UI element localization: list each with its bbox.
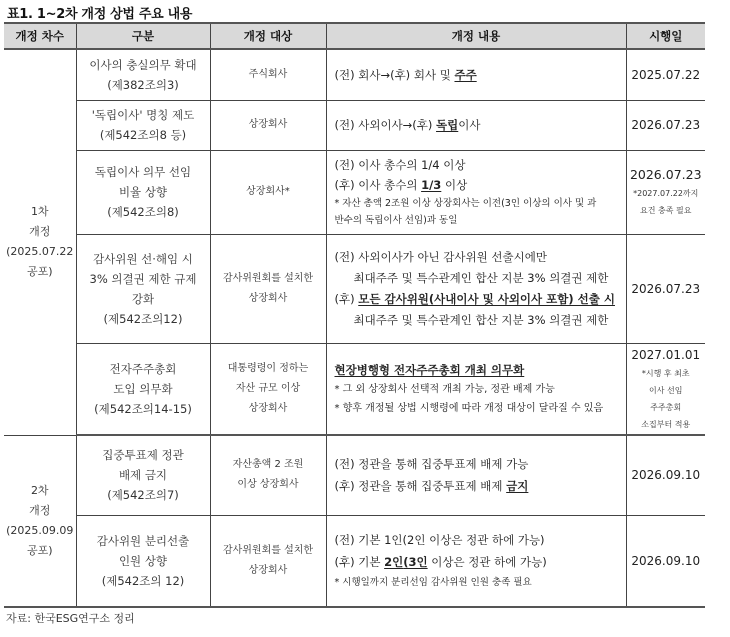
content-line: 최대주주 및 특수관계인 합산 지분 3% 의결권 제한 <box>353 312 609 327</box>
target-text: 감사위원회를 설치한 <box>222 272 314 284</box>
category-cell <box>76 435 210 515</box>
target-cell <box>210 49 326 100</box>
category-text: 비율 상향 <box>118 185 168 199</box>
date-note: 주주총회 <box>650 402 682 412</box>
date-text: 2027.01.01 <box>631 347 701 362</box>
category-article: (제542조의8 등) <box>99 128 187 142</box>
stage-label: 개정 <box>29 503 51 517</box>
content-note: * 시행일까지 분리선임 감사위원 인원 충족 필요 <box>334 576 532 588</box>
category-text: 감사위원 분리선출 <box>96 533 190 548</box>
emphasis-text: 금지 <box>506 479 529 494</box>
target-cell <box>210 515 326 607</box>
stage-date: (2025.09.09 <box>6 523 74 537</box>
target-text: 대통령령이 정하는 <box>227 362 309 374</box>
date-cell: 2026.07.23 <box>626 100 705 150</box>
content-cell <box>326 150 626 234</box>
header-date: 시행일 <box>626 23 705 49</box>
category-text: 배제 금지 <box>118 468 168 483</box>
date-cell: 2026.09.10 <box>626 515 705 607</box>
target-text: 자산 규모 이상 <box>235 382 301 394</box>
emphasis-text: 1/3 <box>421 178 442 192</box>
category-cell <box>76 234 210 343</box>
content-line: (전) 회사→(후) 회사 및 주주 <box>334 67 477 82</box>
stage-cell-2nd <box>4 435 76 607</box>
date-cell: 2026.09.10 <box>626 435 705 515</box>
target-text: 상장회사 <box>248 119 288 130</box>
category-article: (제542조의 12) <box>101 573 185 588</box>
content-cell <box>326 100 626 150</box>
category-cell <box>76 343 210 435</box>
target-text: 상장회사* <box>246 186 290 197</box>
target-cell <box>210 100 326 150</box>
date-note: *2027.07.22까지 <box>633 189 699 198</box>
date-note: 소집부터 적용 <box>641 419 691 429</box>
category-cell <box>76 49 210 100</box>
target-text: 상장회사 <box>248 564 288 576</box>
category-cell <box>76 100 210 150</box>
header-content: 개정 내용 <box>326 23 626 49</box>
target-text: 감사위원회를 설치한 <box>222 544 314 556</box>
table-row <box>4 343 705 435</box>
category-text: 감사위원 선·해임 시 <box>93 251 193 266</box>
date-cell: 2025.07.22 <box>626 49 705 100</box>
category-text: 이사의 충실의무 확대 <box>89 57 197 72</box>
target-text: 이상 상장회사 <box>237 479 299 491</box>
stage-label: 2차 <box>30 483 49 497</box>
table-row <box>4 49 705 100</box>
content-cell <box>326 435 626 515</box>
target-text: 자산총액 2 조원 <box>232 459 304 471</box>
content-line: (후) 모든 감사위원(사내이사 및 사외이사 포함) 선출 시 <box>334 291 615 306</box>
emphasis-text: 독립 <box>436 118 459 132</box>
amendment-table <box>4 22 705 608</box>
content-line: (후) 이사 총수의 1/3 이상 <box>334 178 468 192</box>
category-text: 독립이사 의무 선임 <box>94 165 192 179</box>
table-row <box>4 515 705 607</box>
content-note: * 향후 개정될 상법 시행령에 따라 개정 대상이 달라질 수 있음 <box>334 402 604 414</box>
table-row <box>4 234 705 343</box>
date-cell: 2026.07.23 <box>626 234 705 343</box>
target-text: 상장회사 <box>248 402 288 414</box>
content-note: 반수의 독립이사 선임)과 동일 <box>334 215 458 226</box>
table-row <box>4 150 705 234</box>
target-cell <box>210 234 326 343</box>
content-note: * 그 외 상장회사 선택적 개최 가능, 정관 배제 가능 <box>334 383 555 395</box>
content-line: (전) 정관을 통해 집중투표제 배제 가능 <box>334 457 529 472</box>
target-text: 주식회사 <box>248 68 288 80</box>
emphasis-text: 모든 감사위원(사내이사 및 사외이사 포함) 선출 시 <box>358 291 615 306</box>
stage-label: 개정 <box>29 225 51 239</box>
header-category: 구분 <box>76 23 210 49</box>
content-line: (전) 이사 총수의 1/4 이상 <box>334 158 466 172</box>
date-cell <box>626 150 705 234</box>
stage-cell-1st <box>4 49 76 435</box>
target-cell <box>210 150 326 234</box>
category-text: 3% 의결권 제한 규제 <box>89 271 197 286</box>
date-note: 이사 선임 <box>649 385 683 395</box>
date-note: 요건 충족 필요 <box>640 206 692 215</box>
source-note: 자료: 한국ESG연구소 정리 <box>6 612 135 625</box>
target-cell <box>210 343 326 435</box>
category-text: '독립이사' 명칭 제도 <box>91 108 195 122</box>
emphasis-text: 현장병행형 전자주주총회 개최 의무화 <box>334 362 525 377</box>
header-stage: 개정 차수 <box>4 23 76 49</box>
category-article: (제542조의8) <box>107 205 179 219</box>
header-target: 개정 대상 <box>210 23 326 49</box>
category-cell <box>76 150 210 234</box>
content-line: (전) 기본 1인(2인 이상은 정관 하에 가능) <box>334 532 545 547</box>
header-row <box>4 23 705 49</box>
content-cell <box>326 343 626 435</box>
category-article: (제542조의14-15) <box>94 401 192 416</box>
category-article: (제382조의3) <box>107 77 179 92</box>
content-cell <box>326 515 626 607</box>
category-text: 인원 상향 <box>118 553 168 568</box>
table-row <box>4 100 705 150</box>
content-line: 최대주주 및 특수관계인 합산 지분 3% 의결권 제한 <box>353 270 609 285</box>
category-text: 전자주주총회 <box>109 361 177 376</box>
category-article: (제542조의7) <box>107 488 179 503</box>
content-line: (후) 기본 2인(3인 이상은 정관 하에 가능) <box>334 554 547 569</box>
target-cell <box>210 435 326 515</box>
content-line: (전) 사외이사→(후) 독립이사 <box>334 118 481 132</box>
category-article: (제542조의12) <box>103 311 183 326</box>
date-cell <box>626 343 705 435</box>
date-text: 2026.07.23 <box>629 167 702 182</box>
table-row <box>4 435 705 515</box>
content-line: (전) 사외이사가 아닌 감사위원 선출시에만 <box>334 249 547 264</box>
stage-date: 공포) <box>26 265 53 279</box>
emphasis-text: 주주 <box>454 67 477 82</box>
date-note: *시행 후 최초 <box>641 368 690 378</box>
content-cell <box>326 234 626 343</box>
category-text: 강화 <box>131 291 155 306</box>
emphasis-text: 2인 <box>384 554 404 569</box>
category-text: 집중투표제 정관 <box>102 448 184 463</box>
content-line <box>335 360 626 380</box>
stage-label: 1차 <box>30 205 49 219</box>
table-title: 표1. 1~2차 개정 상법 주요 내용 <box>7 7 193 22</box>
stage-date: (2025.07.22 <box>6 245 74 259</box>
emphasis-text: (3인 <box>403 554 428 569</box>
content-cell <box>326 49 626 100</box>
category-cell <box>76 515 210 607</box>
content-line: (후) 정관을 통해 집중투표제 배제 금지 <box>334 479 529 494</box>
stage-date: 공포) <box>26 543 53 557</box>
target-text: 상장회사 <box>248 292 288 304</box>
content-note: * 자산 총액 2조원 이상 상장회사는 이전(3인 이상의 이사 및 과 <box>334 198 597 209</box>
category-text: 도입 의무화 <box>113 381 173 396</box>
